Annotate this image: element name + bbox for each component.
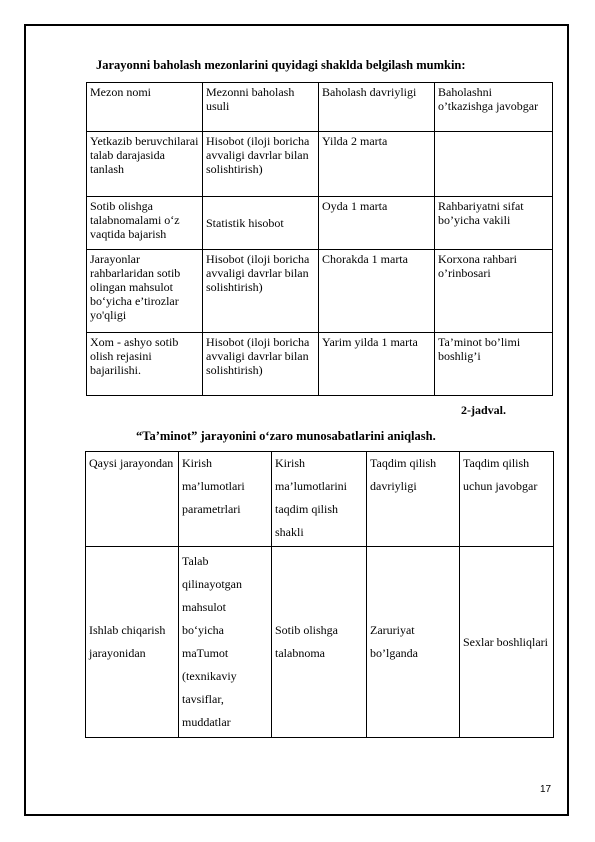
section-heading-2: “Ta’minot” jarayonini o‘zaro munosabatlarini aniqlash. (136, 429, 436, 443)
table-row (87, 333, 553, 396)
table-cell: Talab qilinayotgan mahsulot bo‘yicha maTumot (texnikaviy tavsiflar, muddatlar (179, 547, 272, 738)
table-header-row (87, 83, 553, 132)
header-cell: Taqdim qilish davriyligi (367, 452, 460, 547)
header-cell: Kirish ma’lumotlari parametrlari (179, 452, 272, 547)
table-cell: Jarayonlar rahbarlaridan sotib olingan mahsulot bo‘yicha e’tirozlar yo'qligi (87, 250, 203, 333)
table-cell: Sotib olishga talabnoma (272, 547, 367, 738)
page-number: 17 (540, 784, 552, 795)
table-cell: Yetkazib beruvchilarai talab darajasida tanlash (87, 132, 203, 197)
table-cell: Rahbariyatni sifat bo’yicha vakili (435, 197, 553, 250)
table-header-row (86, 452, 554, 547)
table-cell: Hisobot (iloji boricha avvaligi davrlar bilan solishtirish) (203, 250, 319, 333)
table-cell: Ishlab chiqarish jarayonidan (86, 547, 179, 738)
header-cell: Qaysi jarayondan (86, 452, 179, 547)
table-cell: Yarim yilda 1 marta (319, 333, 435, 396)
table-row (87, 250, 553, 333)
table-row (86, 547, 554, 738)
table-cell: Yilda 2 marta (319, 132, 435, 197)
table-row (87, 197, 553, 250)
table-cell: Oyda 1 marta (319, 197, 435, 250)
table-cell: Hisobot (iloji boricha avvaligi davrlar bilan solishtirish) (203, 132, 319, 197)
section-heading: Jarayonni baholash mezonlarini quyidagi shaklda belgilash mumkin: (96, 58, 466, 72)
table-cell (435, 132, 553, 197)
header-cell: Baholashni o’tkazishga javobgar (435, 83, 553, 132)
table-cell: Statistik hisobot (203, 197, 319, 250)
header-cell: Baholash davriyligi (319, 83, 435, 132)
table-caption: 2-jadval. (461, 403, 506, 417)
table-cell: Hisobot (iloji boricha avvaligi davrlar bilan solishtirish) (203, 333, 319, 396)
header-cell: Mezonni baholash usuli (203, 83, 319, 132)
header-cell: Mezon nomi (87, 83, 203, 132)
table-cell: Korxona rahbari o’rinbosari (435, 250, 553, 333)
header-cell: Kirish ma’lumotlarini taqdim qilish shakli (272, 452, 367, 547)
table-cell: Chorakda 1 marta (319, 250, 435, 333)
table-cell: Zaruriyat bo’lganda (367, 547, 460, 738)
relations-table (85, 451, 554, 738)
table-cell: Ta’minot bo’limi boshlig’i (435, 333, 553, 396)
table-cell: Xom - ashyo sotib olish rejasini bajarilishi. (87, 333, 203, 396)
table-row (87, 132, 553, 197)
header-cell: Taqdim qilish uchun javobgar (460, 452, 554, 547)
criteria-table (86, 82, 553, 396)
table-cell: Sexlar boshliqlari (460, 547, 554, 738)
table-cell: Sotib olishga talabnomalami o‘z vaqtida bajarish (87, 197, 203, 250)
